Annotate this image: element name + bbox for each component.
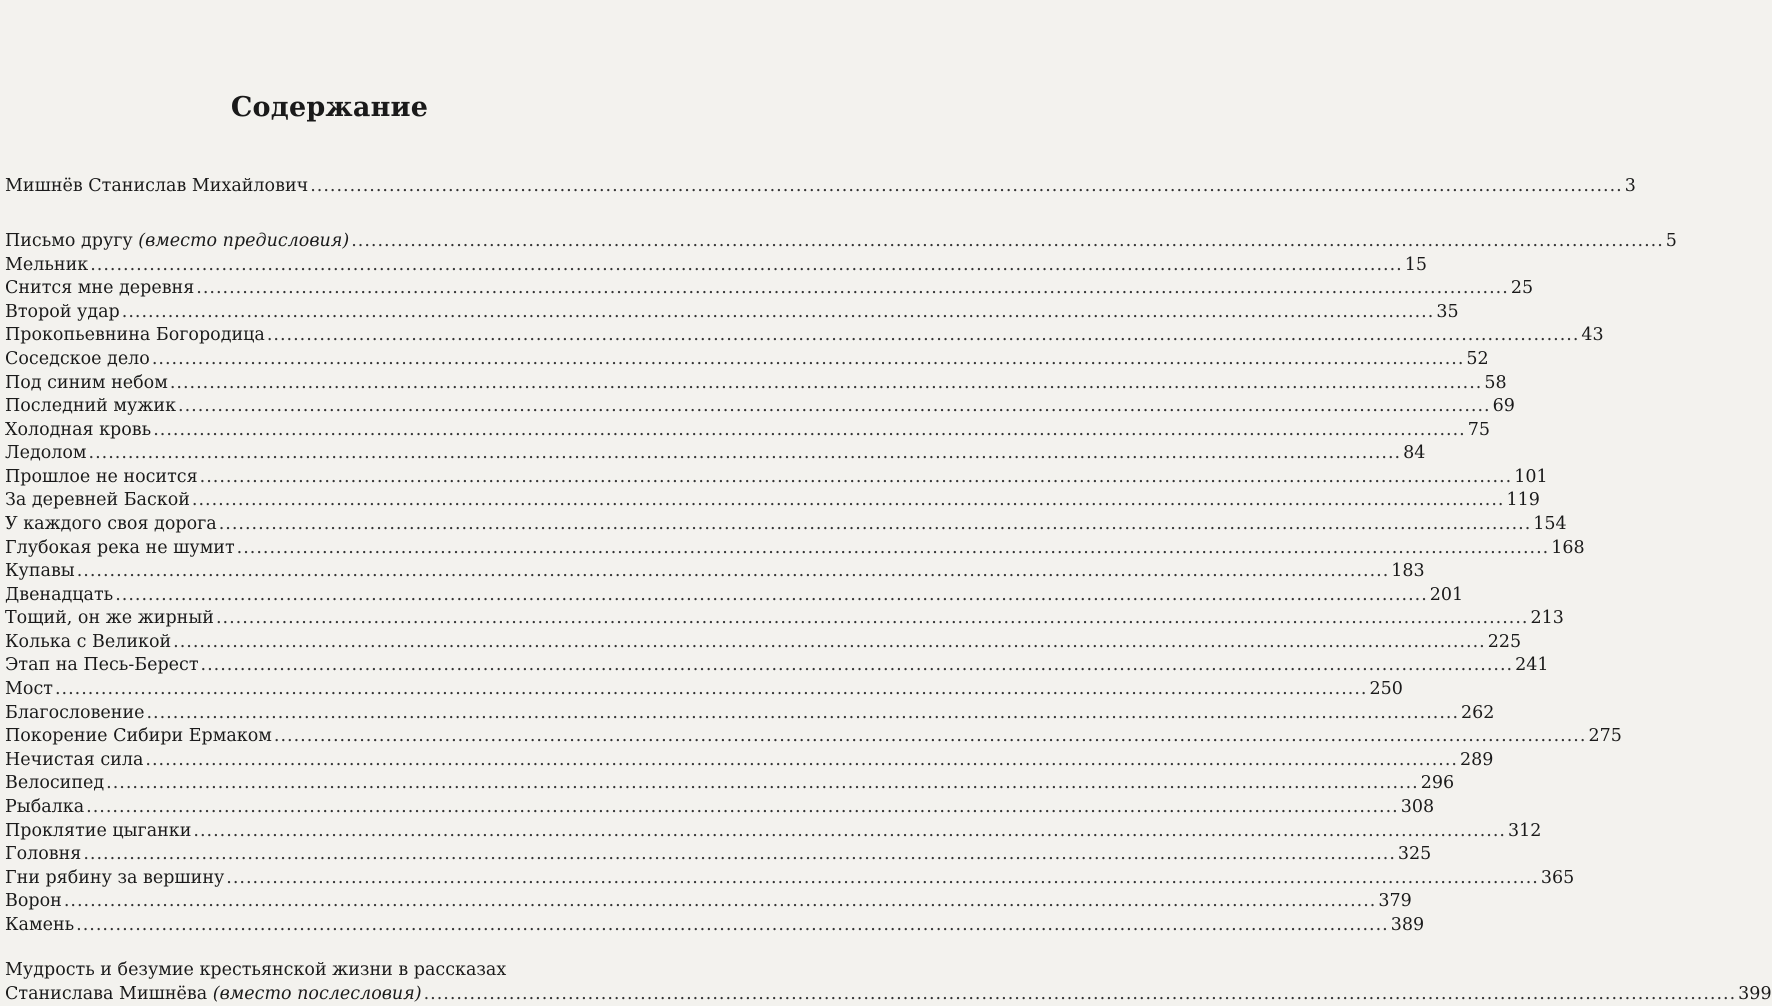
toc-entry-title: Холодная кровь	[5, 419, 152, 440]
toc-leader-dots: ........................................................................................................................................................................................................	[226, 867, 1539, 888]
toc-entry-title: Глубокая река не шумит	[5, 537, 235, 558]
toc-leader-dots: ........................................................................................................................................................................................................	[193, 820, 1506, 841]
toc-leader-dots: ........................................................................................................................................................................................................	[153, 419, 1466, 440]
toc-entry-page: 296	[1420, 773, 1455, 794]
toc-entry-page: 52	[1466, 348, 1489, 369]
toc-entry-page: 289	[1459, 749, 1494, 770]
toc-entry-page: 3	[1624, 176, 1636, 196]
toc-entry[interactable]	[5, 630, 1522, 654]
toc-entry[interactable]	[5, 559, 1425, 583]
toc-entry-title: Мельник	[5, 254, 89, 275]
toc-entry-title: Этап на Песь-Берест	[5, 655, 199, 676]
toc-entry-title: Камень	[5, 914, 75, 935]
toc-leader-dots: ........................................................................................................................................................................................................	[88, 443, 1402, 464]
toc-entry-title: Прокопьевнина Богородица	[5, 325, 265, 346]
toc-entry-page: 275	[1588, 726, 1622, 747]
toc-entry-title: Ворон	[5, 891, 62, 912]
toc-entry-page: 154	[1533, 514, 1567, 534]
toc-entry-page: 379	[1378, 891, 1412, 912]
toc-entry[interactable]	[5, 866, 1575, 890]
toc-entry-page: 201	[1429, 584, 1464, 605]
toc-entry[interactable]	[5, 913, 1425, 937]
afterword-page: 399	[1738, 984, 1772, 1004]
toc-entry[interactable]	[5, 371, 1507, 395]
toc-leader-dots: ........................................................................................................................................................................................................	[266, 325, 1580, 346]
toc-entry-title: Второй удар	[5, 301, 120, 322]
toc-entry-title: Прошлое не носится	[5, 466, 198, 487]
toc-entry[interactable]	[5, 606, 1564, 630]
toc-entry-title: Снится мне деревня	[5, 278, 195, 299]
toc-leader-dots: ........................................................................................................................................................................................................	[121, 301, 1435, 322]
toc-entry-page: 58	[1484, 372, 1507, 393]
toc-leader-dots: ........................................................................................................................................................................................................	[236, 537, 1550, 558]
toc-entry-title: Последний мужик	[5, 396, 177, 417]
toc-entry[interactable]	[5, 536, 1585, 560]
toc-entry-page: 365	[1540, 867, 1575, 888]
toc-entry[interactable]	[5, 889, 1412, 913]
afterword-title-line1[interactable]: Мудрость и безумие крестьянской жизни в рассказах	[5, 960, 507, 980]
toc-entry-title: Двенадцать	[5, 584, 114, 605]
toc-leader-dots: ........................................................................................................................................................................................................	[173, 631, 1486, 652]
toc-entry[interactable]	[5, 819, 1542, 843]
toc-entry[interactable]	[5, 441, 1426, 465]
toc-entry[interactable]	[5, 771, 1455, 795]
toc-entry-title: У каждого своя дорога	[5, 514, 217, 534]
toc-entry-page: 35	[1436, 301, 1459, 322]
toc-leader-dots: ........................................................................................................................................................................................................	[145, 749, 1458, 770]
toc-entry-page: 312	[1507, 820, 1542, 841]
toc-leader-dots: ........................................................................................................................................................................................................	[218, 514, 1532, 534]
toc-entry-title: За деревней Баской	[5, 490, 190, 511]
toc-entry-page: 213	[1530, 608, 1564, 629]
toc-leader-dots: ........................................................................................................................................................................................................	[151, 348, 1465, 369]
toc-entry-page: 5	[1665, 231, 1677, 251]
toc-entry[interactable]	[5, 300, 1459, 324]
toc-entry[interactable]	[5, 653, 1549, 677]
toc-entry-page: 308	[1400, 796, 1435, 817]
toc-entry-title: Покорение Сибири Ермаком	[5, 726, 272, 747]
toc-entry[interactable]	[5, 701, 1495, 725]
toc-entry[interactable]	[5, 465, 1548, 489]
toc-entry-page: 225	[1487, 631, 1522, 652]
toc-entry[interactable]	[5, 488, 1540, 512]
toc-leader-dots: ........................................................................................................................................................................................................	[200, 655, 1514, 676]
toc-entry-page: 119	[1506, 490, 1540, 511]
page-title: Содержание	[230, 92, 429, 123]
toc-entry[interactable]	[5, 512, 1567, 536]
toc-entry-title: Ледолом	[5, 443, 87, 464]
toc-leader-dots: ........................................................................................................................................................................................................	[76, 914, 1389, 935]
toc-entry[interactable]	[5, 276, 1534, 300]
toc-entry[interactable]	[5, 724, 1622, 748]
toc-entry[interactable]	[5, 323, 1604, 347]
toc-entry[interactable]	[5, 677, 1403, 701]
toc-leader-dots: ........................................................................................................................................................................................................	[199, 466, 1513, 487]
toc-entry-title: Тощий, он же жирный	[5, 608, 214, 629]
toc-entry[interactable]	[5, 174, 1636, 198]
toc-entry-title: Велосипед	[5, 773, 105, 794]
toc-entry-title: Под синим небом	[5, 372, 168, 393]
toc-leader-dots: ........................................................................................................................................................................................................	[191, 490, 1505, 511]
toc-entry[interactable]	[5, 583, 1464, 607]
toc-entry-title: Головня	[5, 844, 82, 865]
toc-leader-dots: ........................................................................................................................................................................................................	[310, 176, 1623, 196]
toc-entry-title: Купавы	[5, 561, 75, 582]
toc-entry[interactable]	[5, 253, 1428, 277]
toc-entry[interactable]	[5, 394, 1515, 418]
toc-entry-title: Мишнёв Станислав Михайлович	[5, 176, 309, 196]
toc-entry[interactable]	[5, 748, 1494, 772]
toc-entry-page: 84	[1403, 443, 1426, 464]
toc-leader-dots: ........................................................................................................................................................................................................	[76, 561, 1390, 582]
afterword-entry[interactable]	[5, 982, 1772, 1006]
toc-entry[interactable]	[5, 795, 1435, 819]
toc-leader-dots: ........................................................................................................................................................................................................	[63, 891, 1377, 912]
toc-entry-title: Мост	[5, 679, 53, 699]
toc-entry-title: Нечистая сила	[5, 749, 144, 770]
toc-entry-page: 25	[1510, 278, 1534, 299]
toc-leader-dots: ........................................................................................................................................................................................................	[423, 984, 1737, 1004]
toc-leader-dots: ........................................................................................................................................................................................................	[351, 231, 1664, 251]
toc-leader-dots: ........................................................................................................................................................................................................	[115, 584, 1428, 605]
afterword-title-line2: Станислава Мишнёва (вместо послесловия)	[5, 984, 422, 1004]
toc-entry-page: 69	[1492, 396, 1515, 417]
toc-entry[interactable]	[5, 347, 1489, 371]
toc-entry[interactable]	[5, 229, 1677, 253]
toc-leader-dots: ........................................................................................................................................................................................................	[169, 372, 1483, 393]
toc-leader-dots: ........................................................................................................................................................................................................	[178, 396, 1491, 417]
toc-entry-title: Письмо другу (вместо предисловия)	[5, 231, 350, 251]
toc-entry-page: 389	[1390, 914, 1425, 935]
toc-entry-title: Рыбалка	[5, 796, 85, 817]
toc-entry-title: Гни рябину за вершину	[5, 867, 225, 888]
toc-leader-dots: ........................................................................................................................................................................................................	[196, 278, 1509, 299]
toc-entry-page: 262	[1461, 702, 1495, 723]
toc-entry-page: 75	[1467, 419, 1491, 440]
toc-entry-page: 183	[1391, 561, 1425, 582]
toc-entry-page: 241	[1515, 655, 1549, 676]
toc-entry-page: 168	[1551, 537, 1585, 558]
toc-leader-dots: ........................................................................................................................................................................................................	[273, 726, 1587, 747]
toc-leader-dots: ........................................................................................................................................................................................................	[54, 679, 1368, 699]
toc-entry-page: 325	[1397, 844, 1432, 865]
toc-leader-dots: ........................................................................................................................................................................................................	[215, 608, 1529, 629]
toc-leader-dots: ........................................................................................................................................................................................................	[106, 773, 1419, 794]
toc-entry-page: 250	[1369, 679, 1403, 699]
toc-entry-title: Колька с Великой	[5, 631, 172, 652]
toc-entry[interactable]	[5, 842, 1432, 866]
toc-leader-dots: ........................................................................................................................................................................................................	[90, 254, 1403, 275]
toc-leader-dots: ........................................................................................................................................................................................................	[83, 844, 1396, 865]
toc-leader-dots: ........................................................................................................................................................................................................	[146, 702, 1460, 723]
toc-entry[interactable]	[5, 418, 1491, 442]
toc-entry-page: 43	[1581, 325, 1604, 346]
toc-entry-title: Соседское дело	[5, 348, 150, 369]
toc-entry-title: Благословение	[5, 702, 145, 723]
toc-entry-page: 15	[1404, 254, 1428, 275]
toc-entry-page: 101	[1514, 466, 1548, 487]
toc-entry-title: Проклятие цыганки	[5, 820, 192, 841]
toc-leader-dots: ........................................................................................................................................................................................................	[86, 796, 1399, 817]
